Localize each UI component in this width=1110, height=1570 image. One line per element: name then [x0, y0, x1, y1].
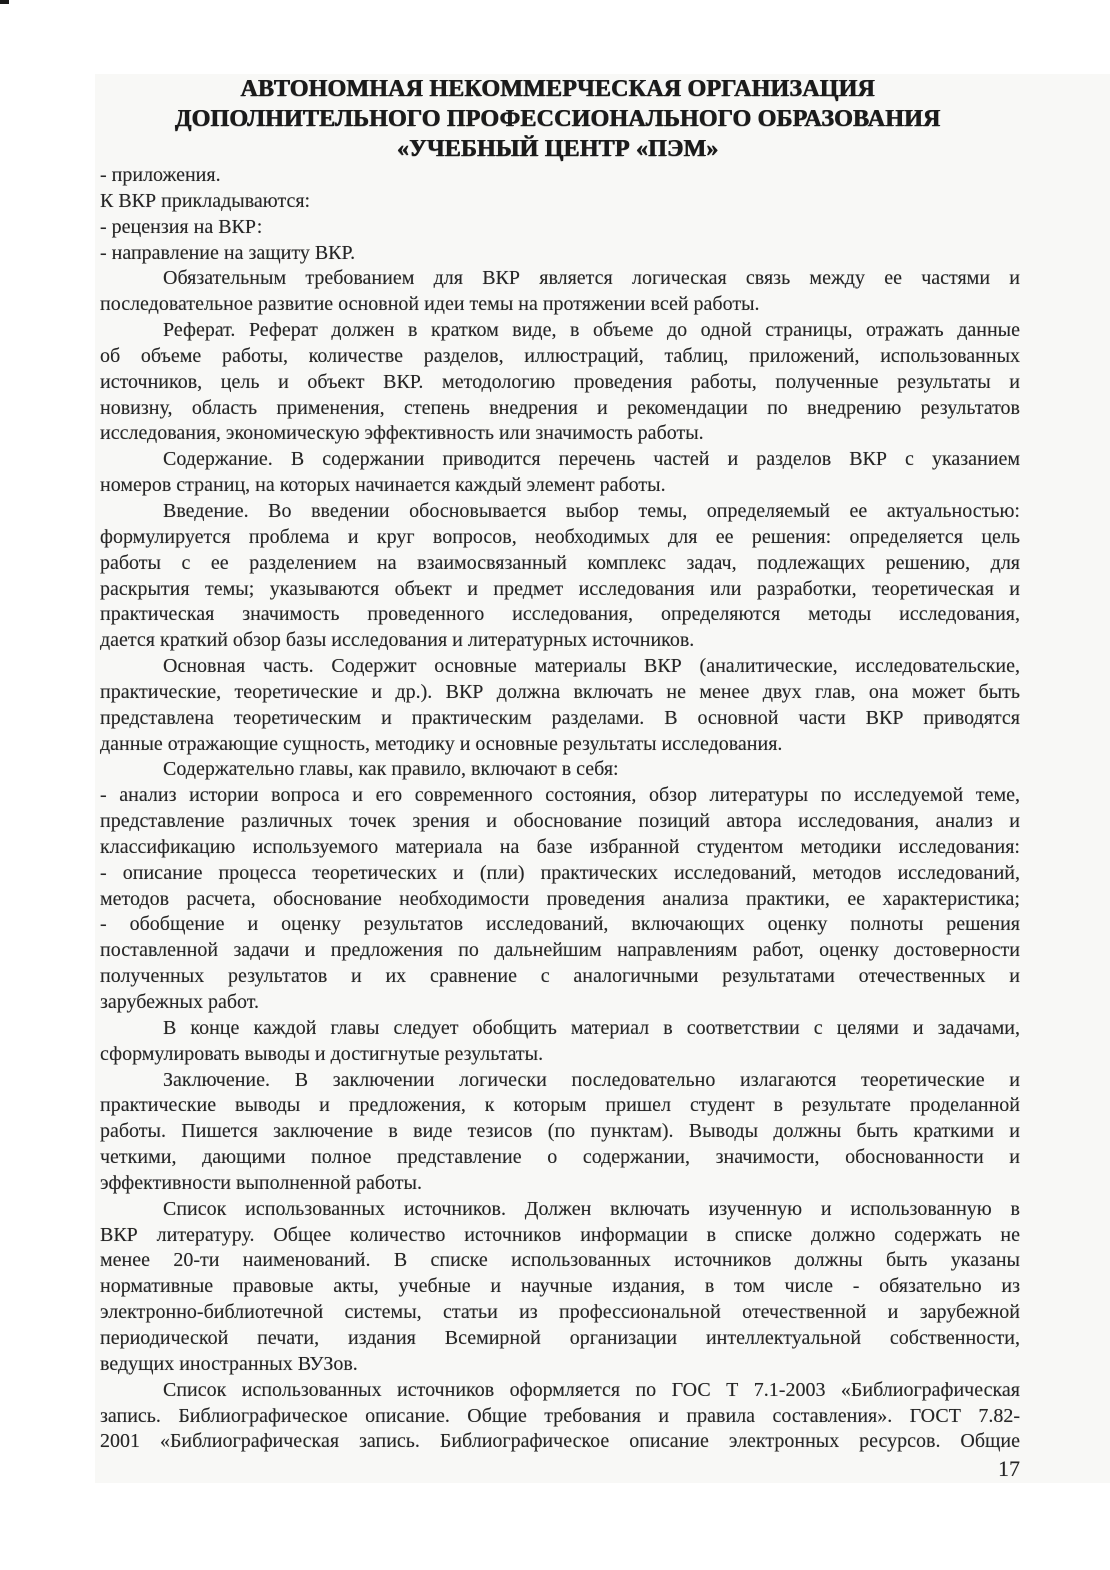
text-line: практическая значимость проведенного исследования, определяются методы исследования, — [100, 603, 1020, 626]
header-line: АВТОНОМНАЯ НЕКОММЕРЧЕСКАЯ ОРГАНИЗАЦИЯ — [240, 76, 875, 102]
paragraph — [100, 1197, 1020, 1378]
text-line: Содержание. В содержании приводится перечень частей и разделов ВКР с указанием — [163, 448, 1020, 471]
paragraph — [100, 189, 1020, 215]
text-line: представление различных точек зрения и обоснование позиций автора исследования, анализ и — [100, 810, 1020, 833]
text-line: В конце каждой главы следует обобщить материал в соответствии с целями и задачами, — [163, 1016, 1020, 1039]
text-line: ВКР литературу. Общее количество источников информации в списке должно содержать не — [100, 1223, 1020, 1246]
paragraph — [100, 318, 1020, 447]
text-line: работы с ее разделением на взаимосвязанный комплекс задач, подлежащих решению, для — [100, 551, 1020, 574]
text-line: дается краткий обзор базы исследования и литературных источников. — [100, 629, 695, 652]
text-line: формулируется проблема и круг вопросов, необходимых для ее решения: определяется цель — [100, 525, 1020, 548]
text-line: - обобщение и оценку результатов исследований, включающих оценку полноты решения — [100, 913, 1020, 936]
text-line: последовательное развитие основной идеи темы на протяжении всей работы. — [100, 293, 760, 316]
text-line: периодической печати, издания Всемирной организации интеллектуальной собственности, — [100, 1326, 1020, 1349]
text-line: Список использованных источников оформляется по ГОС Т 7.1-2003 «Библиографическая — [163, 1378, 1020, 1401]
text-line: Введение. Во введении обосновывается выбор темы, определяемый ее актуальностью: — [163, 499, 1020, 522]
text-line: Основная часть. Содержит основные материалы ВКР (аналитические, исследовательские, — [163, 655, 1020, 678]
paragraph — [100, 757, 1020, 783]
text-line: сформулировать выводы и достигнутые результаты. — [100, 1042, 544, 1065]
text-line: нормативные правовые акты, учебные и научные издания, в том числе - обязательно из — [100, 1275, 1020, 1298]
paragraph — [100, 912, 1020, 1015]
text-line: представлена теоретическим и практическим разделами. В основной части ВКР приводятся — [100, 706, 1020, 729]
document-header — [95, 74, 1020, 164]
text-line: Содержательно главы, как правило, включают в себя: — [163, 758, 619, 781]
text-line: ведущих иностранных ВУЗов. — [100, 1352, 358, 1375]
text-line: источников, цель и объект ВКР. методологию проведения работы, полученные результаты и — [100, 370, 1020, 393]
text-line: эффективности выполненной работы. — [100, 1171, 422, 1194]
text-line: раскрытия темы; указываются объект и предмет исследования или разработки, теоретическая и — [100, 577, 1020, 600]
paragraph — [100, 1068, 1020, 1197]
text-line: - приложения. — [100, 164, 221, 186]
text-line: полученных результатов и их сравнение с аналогичными результатами отечественных и — [100, 965, 1020, 988]
paragraph — [100, 499, 1020, 654]
paragraph — [100, 266, 1020, 318]
paragraph — [100, 861, 1020, 913]
text-line: К ВКР прикладываются: — [100, 189, 311, 212]
text-line: методов расчета, обоснование необходимости проведения анализа практики, ее характеристика; — [100, 887, 1020, 910]
text-line: запись. Библиографическое описание. Общие требования и правила составления». ГОСТ 7.82- — [100, 1404, 1020, 1427]
text-line: новизну, область применения, степень внедрения и рекомендации по внедрению результатов — [100, 396, 1020, 419]
text-line: зарубежных работ. — [100, 991, 260, 1013]
text-line: Обязательным требованием для ВКР является логическая связь между ее частями и — [163, 267, 1020, 290]
text-line: менее 20-ти наименований. В списке использованных источников должны быть указаны — [100, 1249, 1020, 1272]
text-line: классификацию используемого материала на базе избранной студентом методики исследования: — [100, 835, 1020, 858]
page-number: 17 — [998, 1456, 1020, 1481]
text-line: электронно-библиотечной системы, статьи из профессиональной отечественной и зарубежной — [100, 1301, 1020, 1324]
text-line: исследования, экономическую эффективность или значимость работы. — [100, 422, 704, 445]
paragraph — [100, 447, 1020, 499]
paragraph — [100, 654, 1020, 757]
text-line: номеров страниц, на которых начинается каждый элемент работы. — [100, 474, 666, 497]
header-line: «УЧЕБНЫЙ ЦЕНТР «ПЭМ» — [396, 136, 719, 162]
paragraph — [100, 215, 1020, 241]
text-line: - анализ истории вопроса и его современного состояния, обзор литературы по исследуемой теме, — [100, 784, 1020, 807]
paragraph — [100, 783, 1020, 861]
text-line: поставленной задачи и предложения по дальнейшим направлениям работ, оценку достоверности — [100, 939, 1020, 962]
text-line: Заключение. В заключении логически последовательно излагаются теоретические и — [163, 1068, 1020, 1091]
text-line: 2001 «Библиографическая запись. Библиографическое описание электронных ресурсов. Общие — [100, 1430, 1020, 1453]
text-line: Список использованных источников. Должен включать изученную и использованную в — [163, 1197, 1020, 1220]
text-line: - описание процесса теоретических и (пли) практических исследований, методов исследований, — [100, 861, 1020, 884]
text-line: четкими, дающими полное представление о содержании, значимости, обоснованности и — [100, 1146, 1020, 1169]
paragraph — [100, 163, 1020, 189]
text-line: об объеме работы, количестве разделов, иллюстраций, таблиц, приложений, использованных — [100, 344, 1020, 367]
header-line: ДОПОЛНИТЕЛЬНОГО ПРОФЕССИОНАЛЬНОГО ОБРАЗОВАНИЯ — [174, 106, 941, 132]
document-body — [100, 163, 1020, 1455]
scan-artifact-mark — [0, 0, 9, 4]
text-line: практические, теоретические и др.). ВКР должна включать не менее двух глав, она может быть — [100, 680, 1020, 703]
paragraph — [100, 1016, 1020, 1068]
text-line: - направление на защиту ВКР. — [100, 241, 356, 264]
text-line: практические выводы и предложения, к которым пришел студент в результате проделанной — [100, 1094, 1020, 1117]
text-line: Реферат. Реферат должен в кратком виде, в объеме до одной страницы, отражать данные — [163, 319, 1020, 342]
text-line: данные отражающие сущность, методику и основные результаты исследования. — [100, 732, 783, 755]
text-line: работы. Пишется заключение в виде тезисов (по пунктам). Выводы должны быть краткими и — [100, 1120, 1020, 1143]
text-line: - рецензия на ВКР: — [100, 215, 263, 238]
paragraph — [100, 1378, 1020, 1456]
paragraph — [100, 241, 1020, 267]
